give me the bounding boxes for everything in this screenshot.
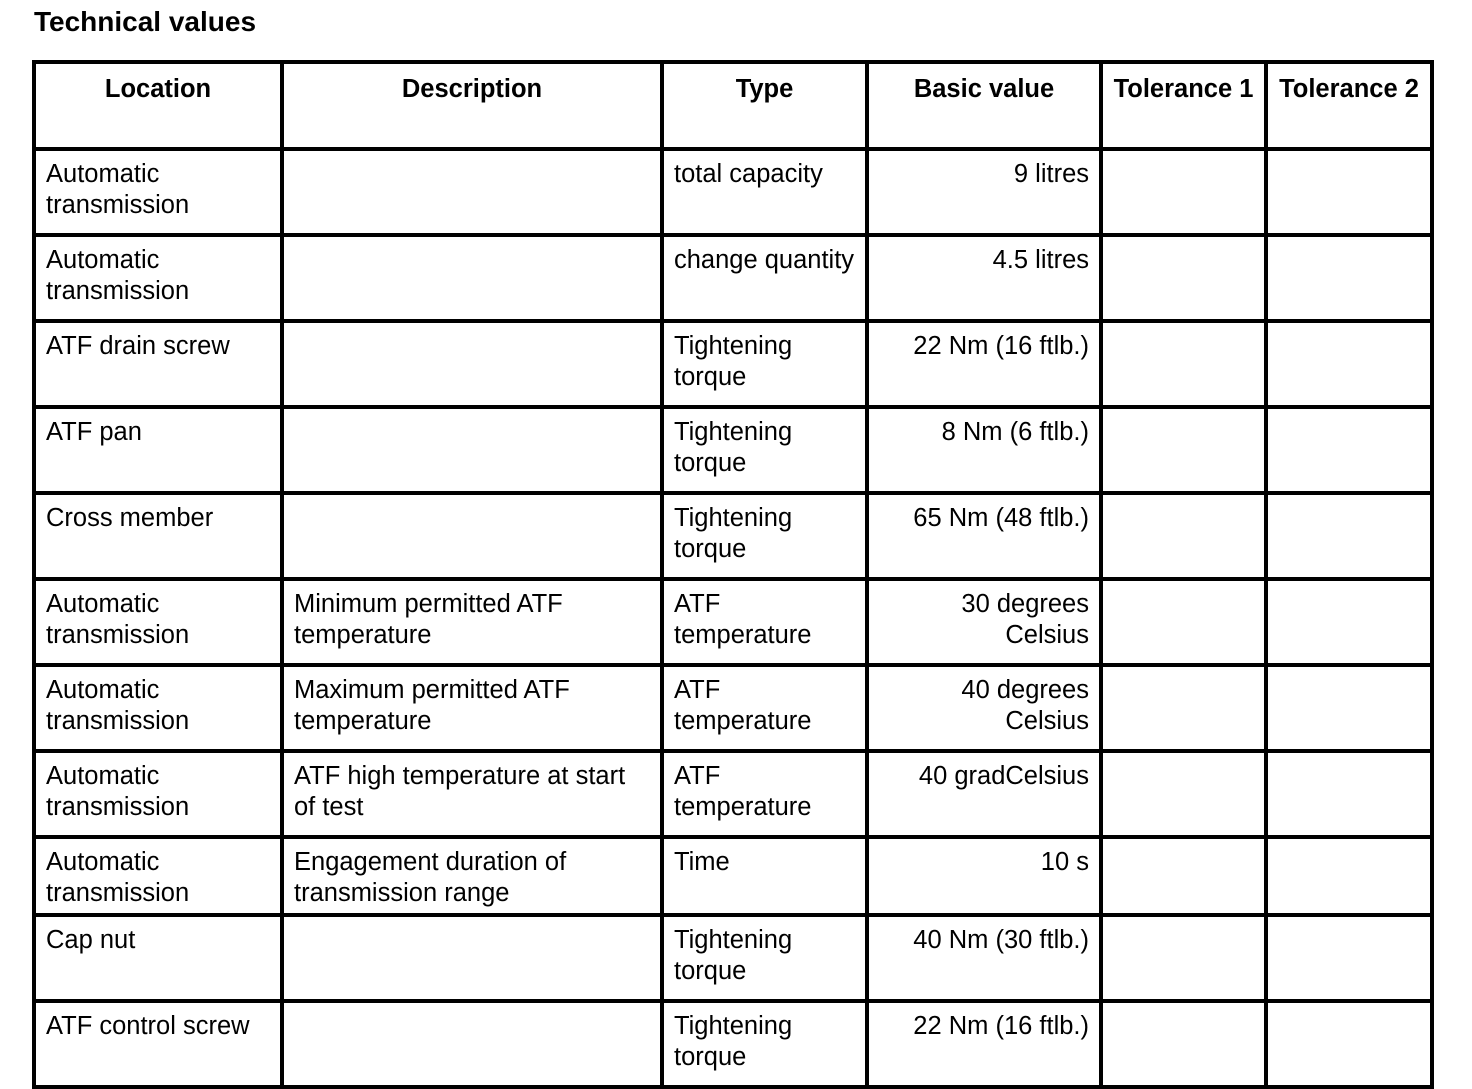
cell-tolerance-1 [1101, 751, 1266, 837]
table-row [34, 665, 1432, 751]
table-row [34, 149, 1432, 235]
cell-basic-value: 40 degrees Celsius [867, 665, 1101, 751]
column-header-tolerance-1: Tolerance 1 [1101, 62, 1266, 149]
cell-location: ATF drain screw [34, 321, 282, 407]
cell-description [282, 1001, 662, 1087]
cell-type: Tightening torque [662, 493, 867, 579]
cell-type: total capacity [662, 149, 867, 235]
cell-type: ATF temperature [662, 665, 867, 751]
cell-type: Time [662, 837, 867, 915]
cell-description [282, 149, 662, 235]
cell-description: Minimum permitted ATF temperature [282, 579, 662, 665]
table-row [34, 751, 1432, 837]
column-header-description: Description [282, 62, 662, 149]
cell-tolerance-1 [1101, 149, 1266, 235]
cell-type: ATF temperature [662, 751, 867, 837]
cell-tolerance-1 [1101, 1001, 1266, 1087]
cell-tolerance-1 [1101, 665, 1266, 751]
cell-tolerance-2 [1266, 407, 1432, 493]
cell-tolerance-2 [1266, 321, 1432, 407]
page-title: Technical values [34, 6, 257, 37]
table-row [34, 579, 1432, 665]
cell-basic-value: 9 litres [867, 149, 1101, 235]
cell-tolerance-1 [1101, 321, 1266, 407]
cell-description [282, 493, 662, 579]
cell-basic-value: 22 Nm (16 ftlb.) [867, 1001, 1101, 1087]
cell-basic-value: 8 Nm (6 ftlb.) [867, 407, 1101, 493]
cell-tolerance-2 [1266, 149, 1432, 235]
cell-tolerance-2 [1266, 837, 1432, 915]
cell-tolerance-1 [1101, 493, 1266, 579]
column-header-location: Location [34, 62, 282, 149]
cell-location: Cross member [34, 493, 282, 579]
cell-type: ATF temperature [662, 579, 867, 665]
cell-location: Automatic transmission [34, 665, 282, 751]
cell-tolerance-2 [1266, 751, 1432, 837]
cell-location: Cap nut [34, 915, 282, 1001]
cell-basic-value: 10 s [867, 837, 1101, 915]
cell-tolerance-2 [1266, 493, 1432, 579]
table-row [34, 407, 1432, 493]
cell-tolerance-1 [1101, 837, 1266, 915]
cell-tolerance-2 [1266, 915, 1432, 1001]
cell-description: Maximum permitted ATF temperature [282, 665, 662, 751]
table-header-row [34, 62, 1432, 149]
cell-type: Tightening torque [662, 321, 867, 407]
cell-description [282, 915, 662, 1001]
cell-type: Tightening torque [662, 915, 867, 1001]
cell-description [282, 407, 662, 493]
cell-tolerance-2 [1266, 1001, 1432, 1087]
cell-tolerance-1 [1101, 235, 1266, 321]
cell-basic-value: 4.5 litres [867, 235, 1101, 321]
cell-description: Engagement duration of transmission range [282, 837, 662, 915]
cell-location: Automatic transmission [34, 235, 282, 321]
cell-basic-value: 30 degrees Celsius [867, 579, 1101, 665]
cell-location: Automatic transmission [34, 579, 282, 665]
cell-type: Tightening torque [662, 407, 867, 493]
cell-description: ATF high temperature at start of test [282, 751, 662, 837]
cell-location: Automatic transmission [34, 751, 282, 837]
cell-location: ATF pan [34, 407, 282, 493]
column-header-tolerance-2: Tolerance 2 [1266, 62, 1432, 149]
column-header-type: Type [662, 62, 867, 149]
cell-tolerance-1 [1101, 579, 1266, 665]
table-row [34, 235, 1432, 321]
cell-basic-value: 22 Nm (16 ftlb.) [867, 321, 1101, 407]
cell-tolerance-2 [1266, 665, 1432, 751]
cell-description [282, 321, 662, 407]
column-header-basic-value: Basic value [867, 62, 1101, 149]
cell-tolerance-2 [1266, 579, 1432, 665]
cell-location: Automatic transmission [34, 149, 282, 235]
cell-description [282, 235, 662, 321]
cell-tolerance-1 [1101, 407, 1266, 493]
table-row [34, 1001, 1432, 1087]
table-row [34, 493, 1432, 579]
cell-type: change quantity [662, 235, 867, 321]
table-row [34, 915, 1432, 1001]
cell-location: Automatic transmission [34, 837, 282, 915]
table-row [34, 837, 1432, 915]
cell-type: Tightening torque [662, 1001, 867, 1087]
cell-basic-value: 65 Nm (48 ftlb.) [867, 493, 1101, 579]
technical-values-table [32, 60, 1434, 1089]
cell-basic-value: 40 gradCelsius [867, 751, 1101, 837]
cell-location: ATF control screw [34, 1001, 282, 1087]
cell-tolerance-1 [1101, 915, 1266, 1001]
cell-tolerance-2 [1266, 235, 1432, 321]
table-row [34, 321, 1432, 407]
cell-basic-value: 40 Nm (30 ftlb.) [867, 915, 1101, 1001]
